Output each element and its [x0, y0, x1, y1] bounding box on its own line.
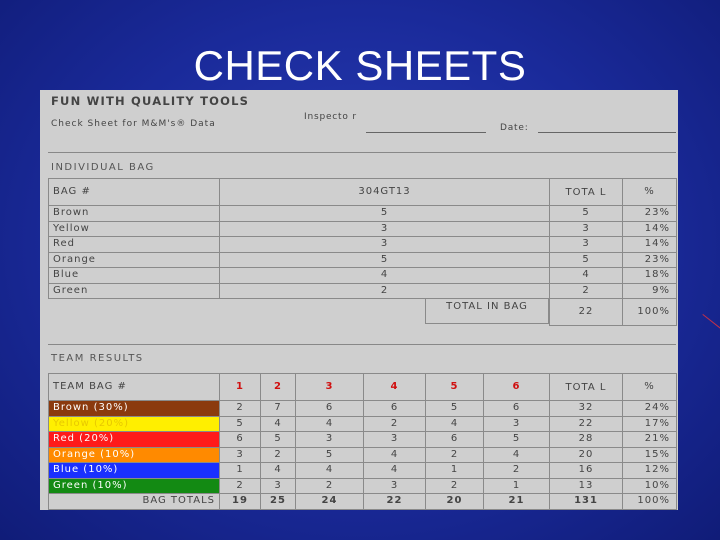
count-cell: 6 [484, 401, 550, 417]
grand-total-pct: 100% [623, 494, 677, 510]
color-label: Orange [49, 252, 220, 268]
count-cell: 3 [220, 447, 261, 463]
total-header: TOTA L [550, 179, 623, 206]
color-label: Blue [49, 268, 220, 284]
pct-cell: 14% [623, 221, 677, 237]
count-cell: 6 [426, 432, 484, 448]
date-label: Date: [500, 123, 529, 133]
color-label: Yellow (20%) [49, 416, 220, 432]
count-cell: 2 [261, 447, 296, 463]
bag-total-cell: 25 [261, 494, 296, 510]
table-row [49, 432, 677, 448]
bag-header-4: 4 [364, 374, 426, 401]
bag-total-cell: 21 [484, 494, 550, 510]
count-cell: 2 [296, 478, 364, 494]
bag-total-cell: 22 [364, 494, 426, 510]
table-row [49, 401, 677, 417]
pct-cell: 23% [623, 206, 677, 222]
table-row [49, 221, 677, 237]
total-cell: 20 [550, 447, 623, 463]
count-cell: 6 [364, 401, 426, 417]
table-header-row [49, 374, 677, 401]
pct-cell: 23% [623, 252, 677, 268]
total-cell: 4 [550, 268, 623, 284]
count-cell: 5 [220, 252, 550, 268]
count-cell: 1 [220, 463, 261, 479]
count-cell: 2 [426, 447, 484, 463]
count-cell: 2 [220, 478, 261, 494]
table-row [49, 268, 677, 284]
color-label: Red [49, 237, 220, 253]
color-label: Brown [49, 206, 220, 222]
count-cell: 3 [484, 416, 550, 432]
count-cell: 3 [220, 237, 550, 253]
count-cell: 2 [426, 478, 484, 494]
pct-cell: 18% [623, 268, 677, 284]
divider [48, 152, 676, 153]
bag-total-cell: 24 [296, 494, 364, 510]
count-cell: 5 [426, 401, 484, 417]
inspector-field[interactable] [366, 132, 486, 133]
color-label: Green [49, 283, 220, 299]
slide-title: CHECK SHEETS [193, 42, 527, 89]
count-cell: 4 [484, 447, 550, 463]
sheet-subheading: Check Sheet for M&M's® Data [51, 119, 216, 129]
total-in-bag-value: 22 [550, 299, 623, 326]
pct-header: % [623, 374, 677, 401]
color-label: Orange (10%) [49, 447, 220, 463]
count-cell: 3 [364, 478, 426, 494]
pct-cell: 17% [623, 416, 677, 432]
color-label: Red (20%) [49, 432, 220, 448]
date-field[interactable] [538, 132, 676, 133]
total-header: TOTA L [550, 374, 623, 401]
count-cell: 1 [426, 463, 484, 479]
count-cell: 4 [261, 416, 296, 432]
count-cell: 4 [261, 463, 296, 479]
total-cell: 16 [550, 463, 623, 479]
blank-cell [49, 299, 220, 326]
pct-cell: 15% [623, 447, 677, 463]
blank-cell [220, 299, 550, 326]
count-cell: 2 [484, 463, 550, 479]
total-cell: 2 [550, 283, 623, 299]
bag-number-header: BAG # [49, 179, 220, 206]
divider [48, 344, 676, 345]
individual-bag-title: INDIVIDUAL BAG [51, 162, 155, 173]
bag-total-cell: 20 [426, 494, 484, 510]
individual-bag-table [48, 178, 677, 326]
check-sheet [40, 90, 678, 510]
count-cell: 4 [296, 416, 364, 432]
color-label: Yellow [49, 221, 220, 237]
pct-cell: 12% [623, 463, 677, 479]
count-cell: 3 [220, 221, 550, 237]
count-cell: 4 [296, 463, 364, 479]
table-row [49, 447, 677, 463]
table-row [49, 206, 677, 222]
team-bag-header: TEAM BAG # [49, 374, 220, 401]
total-cell: 28 [550, 432, 623, 448]
color-label: Brown (30%) [49, 401, 220, 417]
table-row [49, 463, 677, 479]
pct-cell: 14% [623, 237, 677, 253]
bag-id: 304GT13 [220, 179, 550, 206]
bag-header-6: 6 [484, 374, 550, 401]
bag-header-1: 1 [220, 374, 261, 401]
pct-cell: 10% [623, 478, 677, 494]
pct-cell: 21% [623, 432, 677, 448]
color-label: Blue (10%) [49, 463, 220, 479]
table-header-row [49, 179, 677, 206]
team-results-title: TEAM RESULTS [51, 353, 144, 364]
count-cell: 6 [220, 432, 261, 448]
inspector-label: Inspecto r [304, 112, 357, 122]
sheet-heading: FUN WITH QUALITY TOOLS [51, 94, 250, 108]
count-cell: 3 [296, 432, 364, 448]
table-row [49, 416, 677, 432]
count-cell: 3 [364, 432, 426, 448]
table-row [49, 478, 677, 494]
count-cell: 2 [364, 416, 426, 432]
pct-header: % [623, 179, 677, 206]
count-cell: 4 [364, 447, 426, 463]
count-cell: 1 [484, 478, 550, 494]
bag-header-2: 2 [261, 374, 296, 401]
total-cell: 22 [550, 416, 623, 432]
count-cell: 4 [364, 463, 426, 479]
count-cell: 5 [296, 447, 364, 463]
grand-total-cell: 131 [550, 494, 623, 510]
pct-cell: 24% [623, 401, 677, 417]
count-cell: 6 [296, 401, 364, 417]
count-cell: 2 [220, 283, 550, 299]
count-cell: 5 [220, 206, 550, 222]
bag-totals-label: BAG TOTALS [49, 494, 220, 510]
decorative-line [702, 314, 720, 330]
pct-cell: 9% [623, 283, 677, 299]
total-cell: 13 [550, 478, 623, 494]
count-cell: 4 [426, 416, 484, 432]
bag-header-5: 5 [426, 374, 484, 401]
bag-header-3: 3 [296, 374, 364, 401]
count-cell: 2 [220, 401, 261, 417]
color-label: Green (10%) [49, 478, 220, 494]
total-in-bag-row [49, 299, 677, 326]
count-cell: 5 [484, 432, 550, 448]
total-cell: 5 [550, 252, 623, 268]
bag-total-cell: 19 [220, 494, 261, 510]
count-cell: 5 [220, 416, 261, 432]
table-row [49, 237, 677, 253]
total-cell: 3 [550, 221, 623, 237]
count-cell: 7 [261, 401, 296, 417]
count-cell: 3 [261, 478, 296, 494]
count-cell: 5 [261, 432, 296, 448]
table-row [49, 252, 677, 268]
total-cell: 5 [550, 206, 623, 222]
total-cell: 32 [550, 401, 623, 417]
total-in-bag-label: TOTAL IN BAG [425, 299, 549, 324]
count-cell: 4 [220, 268, 550, 284]
team-results-table [48, 373, 677, 510]
total-cell: 3 [550, 237, 623, 253]
total-in-bag-pct: 100% [623, 299, 677, 326]
bag-totals-row [49, 494, 677, 510]
table-row [49, 283, 677, 299]
